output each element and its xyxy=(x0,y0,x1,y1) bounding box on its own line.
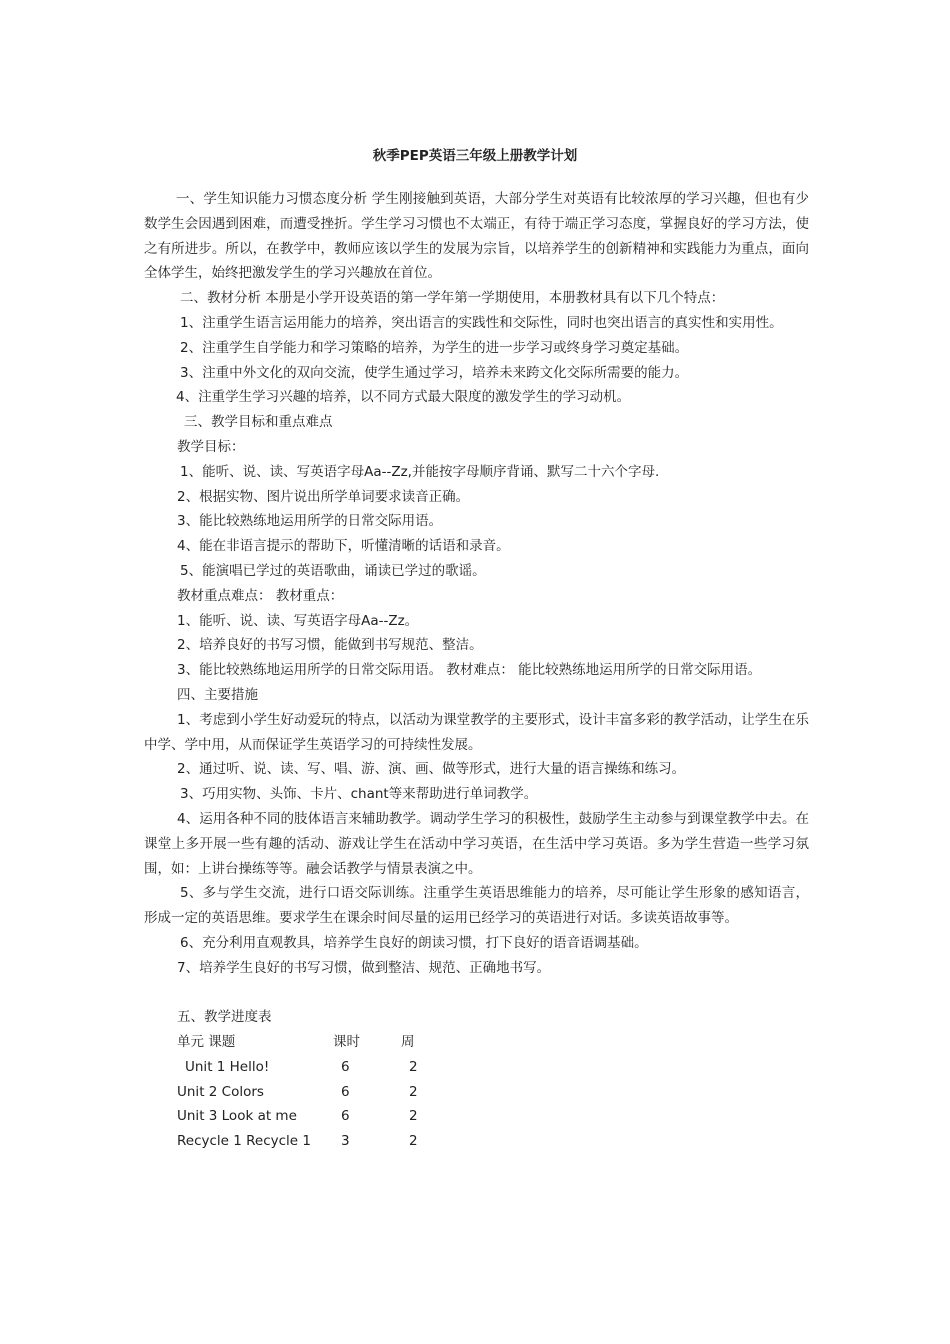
section-1-paragraph: 一、学生知识能力习惯态度分析 学生刚接触到英语，大部分学生对英语有比较浓厚的学习兴趣，但也有少数学生会因遇到困难，而遭受挫折。学生学习习惯也不太端正，有待于端正学习态度，掌握良好的学习方法，使之有所进步。所以，在教学中，教师应该以学生的发展为宗旨，以培养学生的创新精神和实践能力为重点，面向全体学生，始终把激发学生的学习兴趣放在首位。 xyxy=(144,191,809,282)
schedule-header-row xyxy=(177,1030,459,1055)
section-3-goal: 1、能听、说、读、写英语字母Aa--Zz,并能按字母顺序背诵、默写二十六个字母. xyxy=(180,463,660,480)
section-4-item: 6、充分利用直观教具，培养学生良好的朗读习惯，打下良好的语音语调基础。 xyxy=(180,934,648,951)
section-4-item: 4、运用各种不同的肢体语言来辅助教学。调动学生学习的积极性，鼓励学生主动参与到课堂教学中去。在课堂上多开展一些有趣的活动、游戏让学生在活动中学习英语，在生活中学习英语。多为学生营造一些学习氛围，如：上讲台操练等等。融会话教学与情景表演之中。 xyxy=(144,810,809,877)
section-3-goal: 3、能比较熟练地运用所学的日常交际用语。 xyxy=(177,513,443,530)
schedule-header-weeks: 周 xyxy=(401,1034,415,1051)
section-4-item: 2、通过听、说、读、写、唱、游、演、画、做等形式，进行大量的语言操练和练习。 xyxy=(177,761,686,778)
section-2-item: 2、注重学生自学能力和学习策略的培养，为学生的进一步学习或终身学习奠定基础。 xyxy=(180,339,689,356)
section-3-key: 2、培养良好的书写习惯，能做到书写规范、整洁。 xyxy=(177,637,483,654)
schedule-cell-hours: 6 xyxy=(341,1058,350,1075)
schedule-row xyxy=(177,1104,459,1129)
section-3-heading: 三、教学目标和重点难点 xyxy=(184,414,333,431)
section-3-goal: 5、能演唱已学过的英语歌曲，诵读已学过的歌谣。 xyxy=(180,562,486,579)
section-2-item: 1、注重学生语言运用能力的培养，突出语言的实践性和交际性，同时也突出语言的真实性和实用性。 xyxy=(180,314,783,331)
schedule-cell-weeks: 2 xyxy=(409,1058,418,1075)
section-2-item: 4、注重学生学习兴趣的培养，以不同方式最大限度的激发学生的学习动机。 xyxy=(176,389,631,406)
section-4-item: 5、多与学生交流，进行口语交际训练。注重学生英语思维能力的培养，尽可能让学生形象的感知语言，形成一定的英语思维。要求学生在课余时间尽量的运用已经学习的英语进行对话。多读英语故事等。 xyxy=(144,885,809,927)
section-4-heading: 四、主要措施 xyxy=(177,686,258,703)
section-3-key: 3、能比较熟练地运用所学的日常交际用语。 教材难点： 能比较熟练地运用所学的日常交际用语。 xyxy=(177,662,762,679)
section-3-goal: 2、根据实物、图片说出所学单词要求读音正确。 xyxy=(177,488,470,505)
section-4-item: 1、考虑到小学生好动爱玩的特点，以活动为课堂教学的主要形式，设计丰富多彩的教学活动，让学生在乐中学、学中用，从而保证学生英语学习的可持续性发展。 xyxy=(144,711,809,753)
section-3-key: 1、能听、说、读、写英语字母Aa--Zz。 xyxy=(177,612,419,629)
document-title: 秋季PEP英语三年级上册教学计划 xyxy=(372,148,578,164)
schedule-cell-weeks: 2 xyxy=(409,1108,418,1125)
schedule-cell-weeks: 2 xyxy=(409,1083,418,1100)
section-4-item: 3、巧用实物、头饰、卡片、chant等来帮助进行单词教学。 xyxy=(180,786,538,803)
section-3-goal: 4、能在非语言提示的帮助下，听懂清晰的话语和录音。 xyxy=(177,538,510,555)
schedule-row xyxy=(177,1055,459,1080)
schedule-header-unit: 单元 课题 xyxy=(177,1034,236,1051)
section-4-item: 7、培养学生良好的书写习惯，做到整洁、规范、正确地书写。 xyxy=(177,959,551,976)
schedule-table xyxy=(177,1030,459,1154)
schedule-cell-unit: Unit 3 Look at me xyxy=(177,1108,297,1125)
section-3-key-label: 教材重点难点： 教材重点： xyxy=(177,587,344,604)
section-5-heading: 五、教学进度表 xyxy=(177,1009,272,1026)
schedule-cell-hours: 3 xyxy=(341,1133,350,1150)
schedule-header-hours: 课时 xyxy=(333,1034,360,1051)
document-body xyxy=(144,187,809,1154)
spacer xyxy=(144,981,809,1006)
schedule-row xyxy=(177,1129,459,1154)
section-3-goals-label: 教学目标： xyxy=(177,438,245,455)
schedule-row xyxy=(177,1080,459,1105)
schedule-cell-unit: Unit 1 Hello! xyxy=(185,1058,270,1075)
schedule-cell-unit: Unit 2 Colors xyxy=(177,1083,264,1100)
section-2-item: 3、注重中外文化的双向交流，使学生通过学习，培养未来跨文化交际所需要的能力。 xyxy=(180,364,689,381)
schedule-cell-hours: 6 xyxy=(341,1083,350,1100)
section-2-heading: 二、教材分析 本册是小学开设英语的第一学年第一学期使用，本册教材具有以下几个特点： xyxy=(180,290,725,307)
schedule-cell-hours: 6 xyxy=(341,1108,350,1125)
schedule-cell-unit: Recycle 1 Recycle 1 xyxy=(177,1133,311,1150)
schedule-cell-weeks: 2 xyxy=(409,1133,418,1150)
